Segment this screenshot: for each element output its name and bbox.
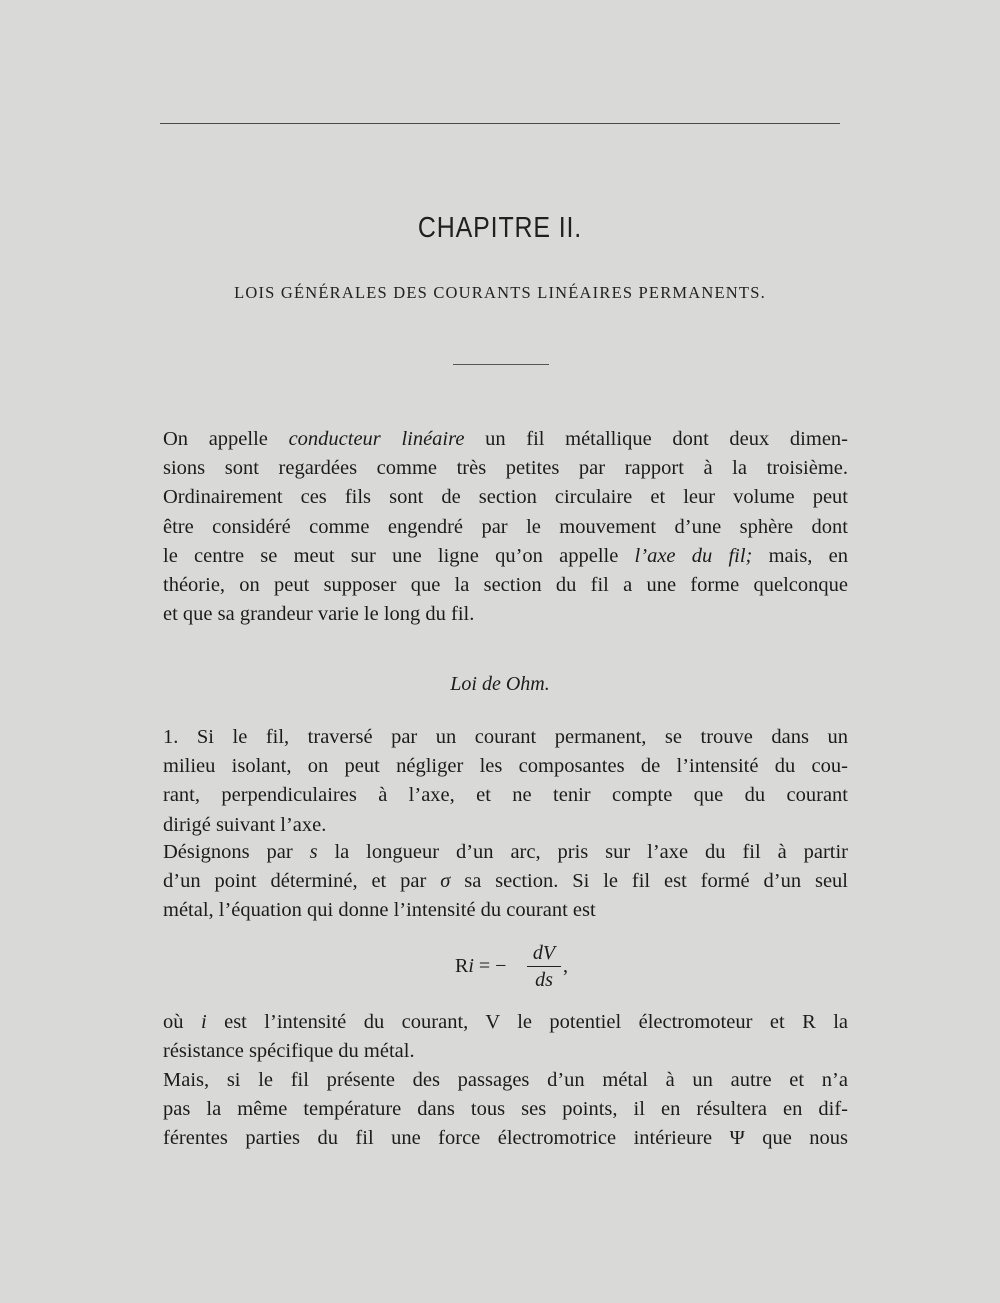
intro-line-6: théorie, on peut supposer que la section du fil a une forme quelconque — [163, 574, 848, 597]
paragraph-3 — [163, 1008, 848, 1066]
p4-line-3: férentes parties du fil une force électromotrice intérieure Ψ que nous — [163, 1127, 848, 1150]
equation-comma: , — [563, 955, 568, 977]
header-rule — [160, 123, 840, 124]
fraction-numerator: dV — [532, 942, 556, 964]
paragraph-1 — [163, 723, 848, 840]
paragraph-2 — [163, 838, 848, 926]
p2-line-3: métal, l’équation qui donne l’intensité du courant est — [163, 899, 596, 922]
section-title: Loi de Ohm. — [450, 673, 550, 695]
intro-line-3: Ordinairement ces fils sont de section circulaire et leur volume peut — [163, 486, 848, 509]
fraction-bar — [527, 966, 561, 967]
p3-line-1: où i est l’intensité du courant, V le potentiel électromoteur et R la — [163, 1011, 849, 1033]
equation-lhs: Ri = − — [455, 955, 507, 977]
paragraph-4 — [163, 1066, 848, 1154]
p1-line-2: milieu isolant, on peut négliger les composantes de l’intensité du cou- — [163, 755, 848, 778]
p1-line-4: dirigé suivant l’axe. — [163, 813, 327, 836]
term-conducteur-lineaire: conducteur linéaire — [288, 428, 465, 450]
p4-line-1: Mais, si le fil présente des passages d’un métal à un autre et n’a — [163, 1069, 848, 1091]
p4-line-2: pas la même température dans tous ses points, il en résultera en dif- — [163, 1098, 848, 1121]
term-axe-du-fil: l’axe du fil; — [634, 544, 753, 567]
p3-line-2: résistance spécifique du métal. — [163, 1040, 415, 1063]
intro-line-1: On appelle conducteur linéaire un fil métallique dont deux dimen- — [163, 428, 848, 450]
chapter-subtitle: LOIS GÉNÉRALES DES COURANTS LINÉAIRES PERMANENTS. — [234, 283, 766, 302]
p1-line-3: rant, perpendiculaires à l’axe, et ne tenir compte que du courant — [163, 784, 848, 807]
p2-line-2: d’un point déterminé, et par σ sa section. Si le fil est formé d’un seul — [163, 870, 848, 893]
p1-line-1: 1. Si le fil, traversé par un courant permanent, se trouve dans un — [163, 726, 848, 748]
section-divider — [453, 364, 549, 365]
intro-line-4: être considéré comme engendré par le mouvement d’une sphère dont — [163, 515, 848, 538]
fraction-denominator: ds — [535, 969, 553, 991]
intro-paragraph — [163, 425, 848, 629]
equation-fraction — [527, 942, 561, 991]
chapter-title: CHAPITRE II. — [417, 212, 583, 244]
p2-line-1: Désignons par s la longueur d’un arc, pris sur l’axe du fil à partir — [163, 841, 848, 863]
intro-line-5: le centre se meut sur une ligne qu’on appelle l’axe du fil; mais, en — [163, 544, 848, 567]
intro-line-2: sions sont regardées comme très petites par rapport à la troisième. — [163, 457, 848, 480]
intro-line-7: et que sa grandeur varie le long du fil. — [163, 603, 475, 626]
